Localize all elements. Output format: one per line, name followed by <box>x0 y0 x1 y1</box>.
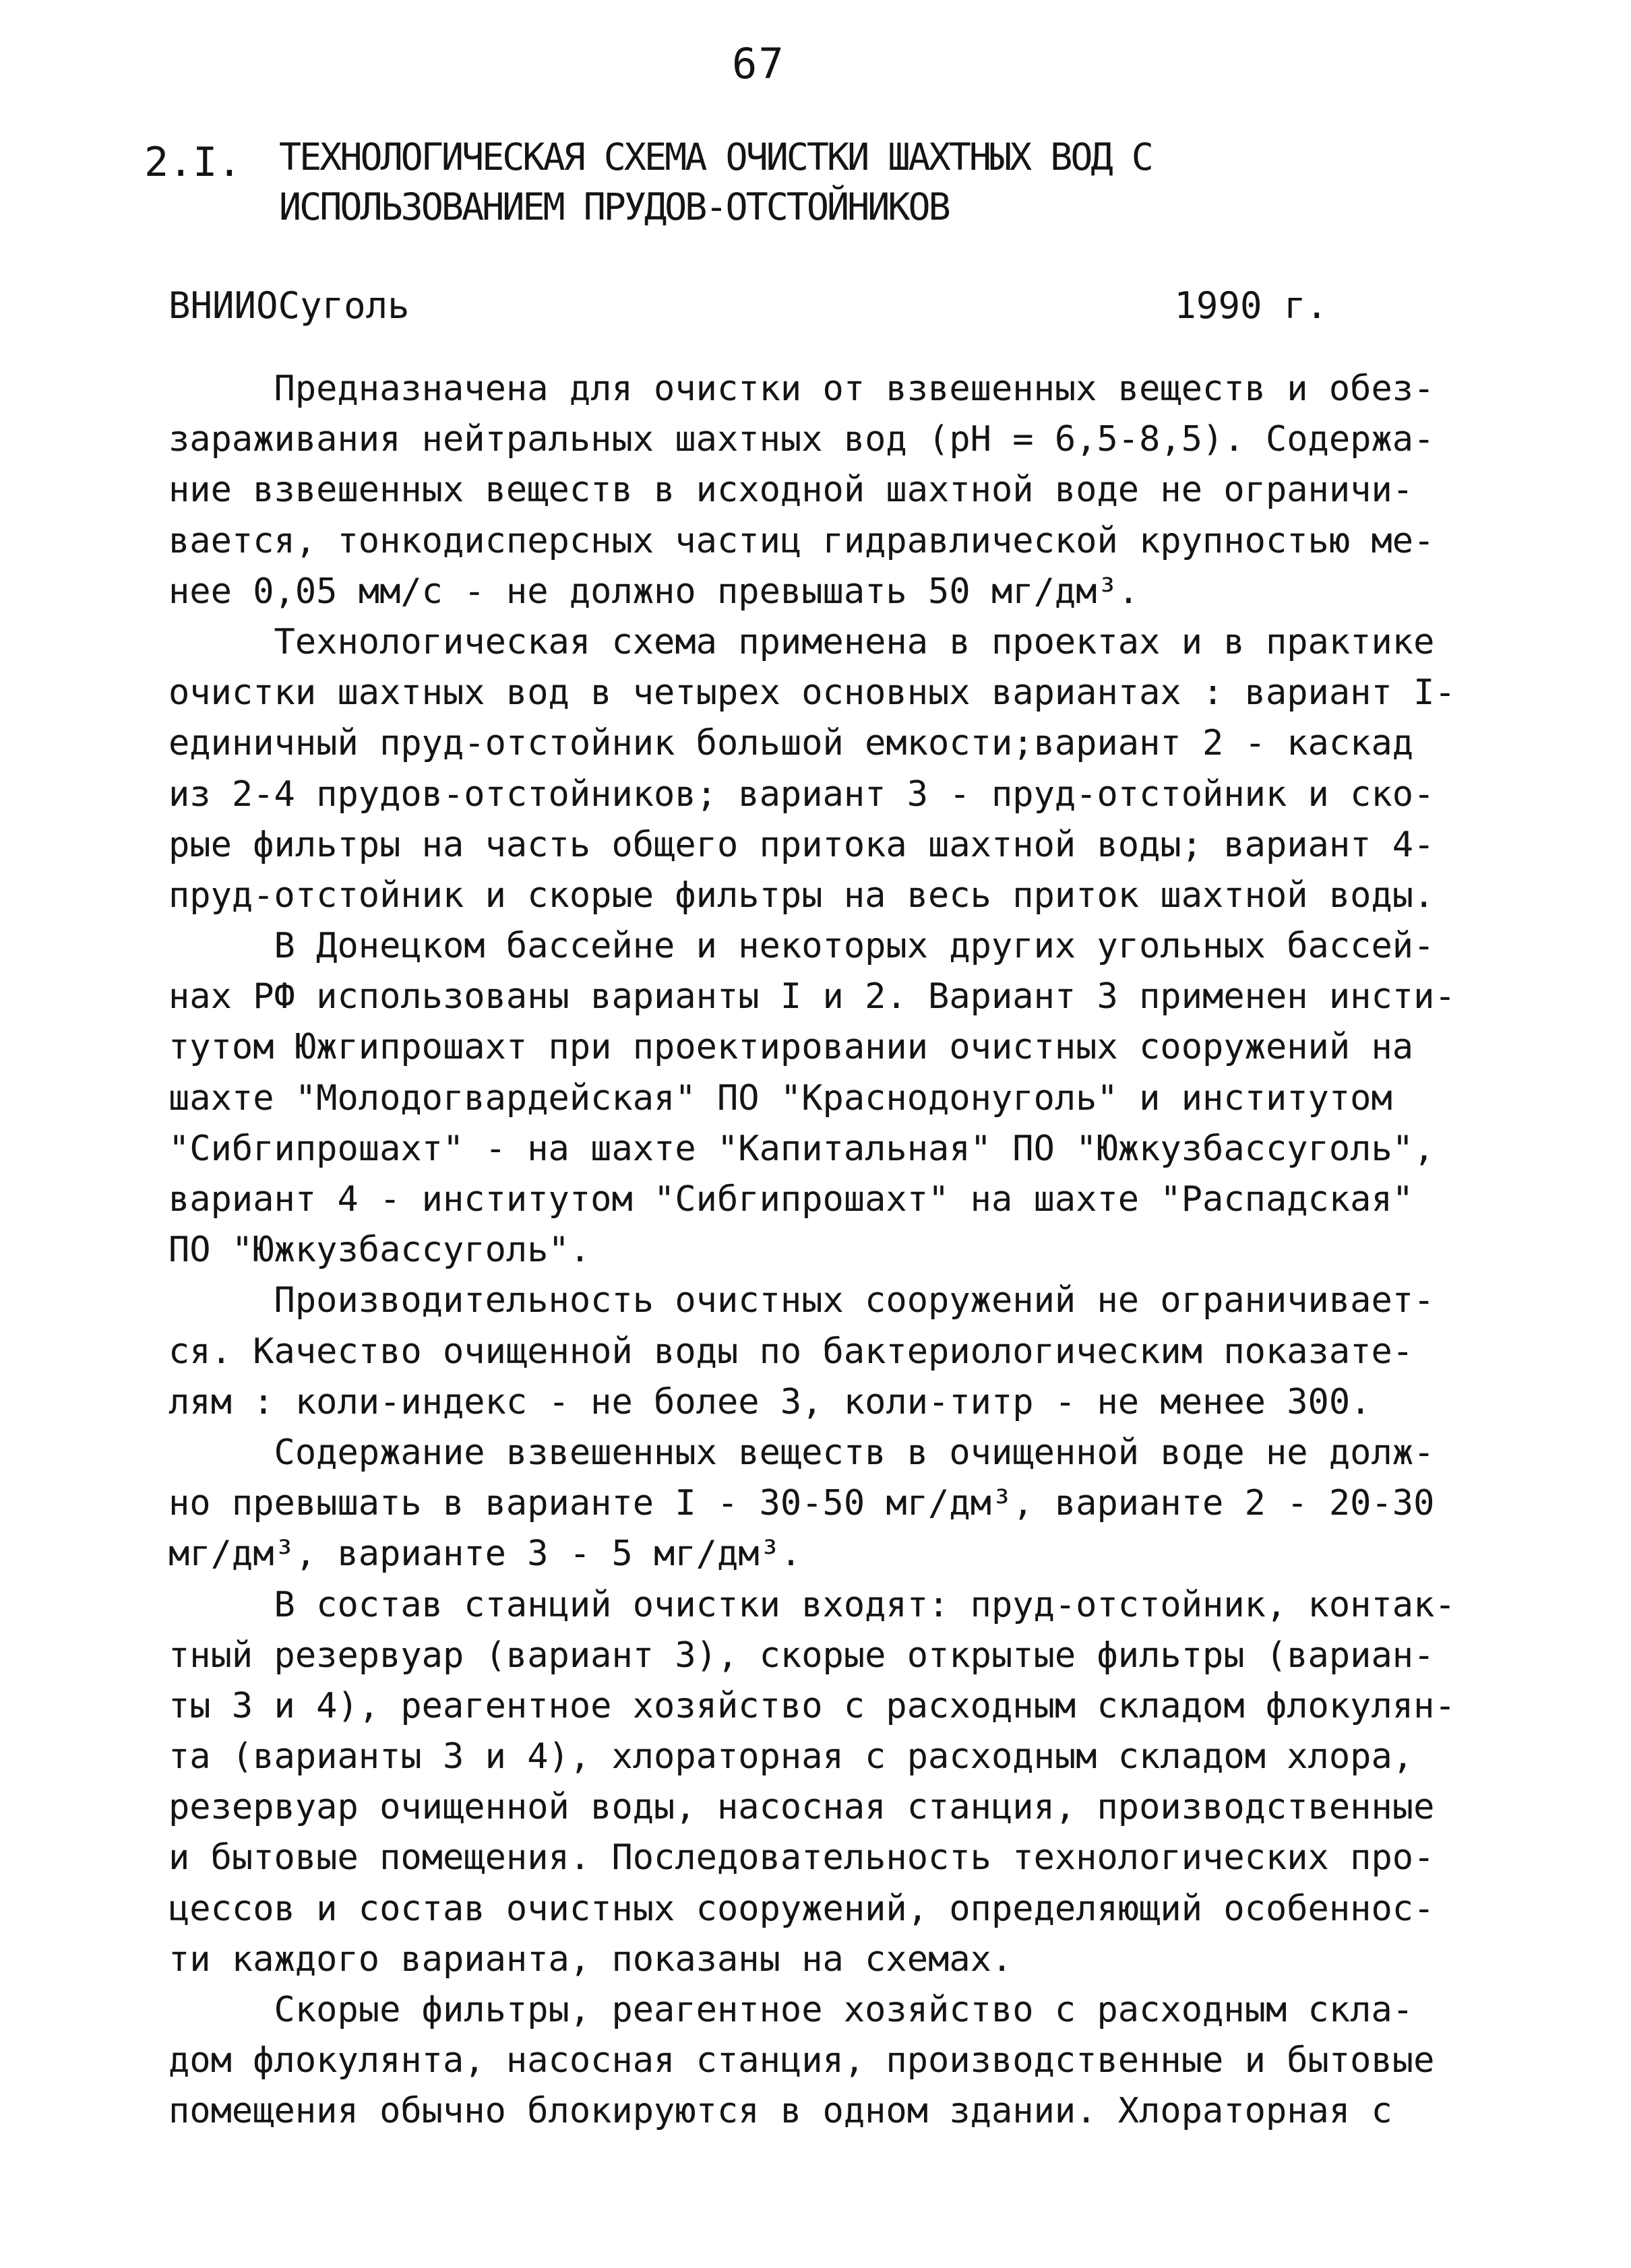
text-line: ты 3 и 4), реагентное хозяйство с расходным складом флокулян- <box>168 1685 1456 1726</box>
body-text <box>168 364 1463 2137</box>
text-line: Содержание взвешенных веществ в очищенной воде не долж- <box>168 1432 1435 1473</box>
text-line: мг/дм³, варианте 3 - 5 мг/дм³. <box>168 1534 802 1575</box>
text-line: рые фильтры на часть общего притока шахтной воды; вариант 4- <box>168 824 1435 865</box>
text-line: дом флокулянта, насосная станция, производственные и бытовые <box>168 2040 1435 2081</box>
text-line: "Сибгипрошахт" - на шахте "Капитальная" ПО "Южкузбассуголь", <box>168 1128 1435 1169</box>
text-line: Производительность очистных сооружений не ограничивает- <box>168 1280 1435 1321</box>
page-number: 67 <box>732 39 785 88</box>
publication-year: 1990 г. <box>1174 284 1328 327</box>
text-line: зараживания нейтральных шахтных вод (pH = 6,5-8,5). Содержа- <box>168 419 1435 460</box>
text-line: цессов и состав очистных сооружений, определяющий особеннос- <box>168 1888 1435 1929</box>
text-line: В Донецком бассейне и некоторых других угольных бассей- <box>168 926 1435 967</box>
text-line: тный резервуар (вариант 3), скорые открытые фильтры (вариан- <box>168 1635 1435 1676</box>
text-line: вариант 4 - институтом "Сибгипрошахт" на шахте "Распадская" <box>168 1179 1414 1220</box>
text-line: шахте "Молодогвардейская" ПО "Краснодонуголь" и институтом <box>168 1077 1392 1119</box>
text-line: ПО "Южкузбассуголь". <box>168 1230 591 1271</box>
text-line: но превышать в варианте I - 30-50 мг/дм³, варианте 2 - 20-30 <box>168 1483 1435 1524</box>
section-heading <box>144 132 1485 232</box>
text-line: нах РФ использованы варианты I и 2. Вариант 3 применен инсти- <box>168 976 1456 1017</box>
section-title <box>279 132 1485 232</box>
text-line: очистки шахтных вод в четырех основных вариантах : вариант I- <box>168 672 1456 714</box>
text-line: резервуар очищенной воды, насосная станция, производственные <box>168 1787 1435 1828</box>
text-line: пруд-отстойник и скорые фильтры на весь приток шахтной воды. <box>168 875 1435 916</box>
text-line: В состав станций очистки входят: пруд-отстойник, контак- <box>168 1584 1456 1625</box>
text-line: из 2-4 прудов-отстойников; вариант 3 - пруд-отстойник и ско- <box>168 774 1435 815</box>
text-line: и бытовые помещения. Последовательность технологических про- <box>168 1837 1435 1879</box>
text-line: вается, тонкодисперсных частиц гидравлической крупностью ме- <box>168 520 1435 561</box>
organization: ВНИИОСуголь <box>168 284 410 327</box>
text-line: Скорые фильтры, реагентное хозяйство с расходным скла- <box>168 1990 1414 2030</box>
text-line: единичный пруд-отстойник большой емкости;вариант 2 - каскад <box>168 723 1414 764</box>
source-line <box>168 284 1328 327</box>
text-line: Предназначена для очистки от взвешенных веществ и обез- <box>168 369 1435 409</box>
section-title-line: ИСПОЛЬЗОВАНИЕМ ПРУДОВ-ОТСТОЙНИКОВ <box>279 185 949 228</box>
text-line: ти каждого варианта, показаны на схемах. <box>168 1939 1013 1980</box>
text-line: ся. Качество очищенной воды по бактериологическим показате- <box>168 1331 1414 1372</box>
text-line: Технологическая схема применена в проектах и в практике <box>168 621 1435 662</box>
text-line: ние взвешенных веществ в исходной шахтной воде не ограничи- <box>168 470 1414 511</box>
text-line: помещения обычно блокируются в одном здании. Хлораторная с <box>168 2091 1392 2132</box>
section-number: 2.I. <box>144 139 242 186</box>
text-line: лям : коли-индекс - не более 3, коли-титр - не менее 300. <box>168 1381 1372 1422</box>
section-title-line: ТЕХНОЛОГИЧЕСКАЯ СХЕМА ОЧИСТКИ ШАХТНЫХ ВОД С <box>279 135 1152 179</box>
text-line: та (варианты 3 и 4), хлораторная с расходным складом хлора, <box>168 1736 1414 1777</box>
text-line: нее 0,05 мм/с - не должно превышать 50 мг/дм³. <box>168 571 1140 612</box>
text-line: тутом Южгипрошахт при проектировании очистных сооружений на <box>168 1027 1414 1068</box>
